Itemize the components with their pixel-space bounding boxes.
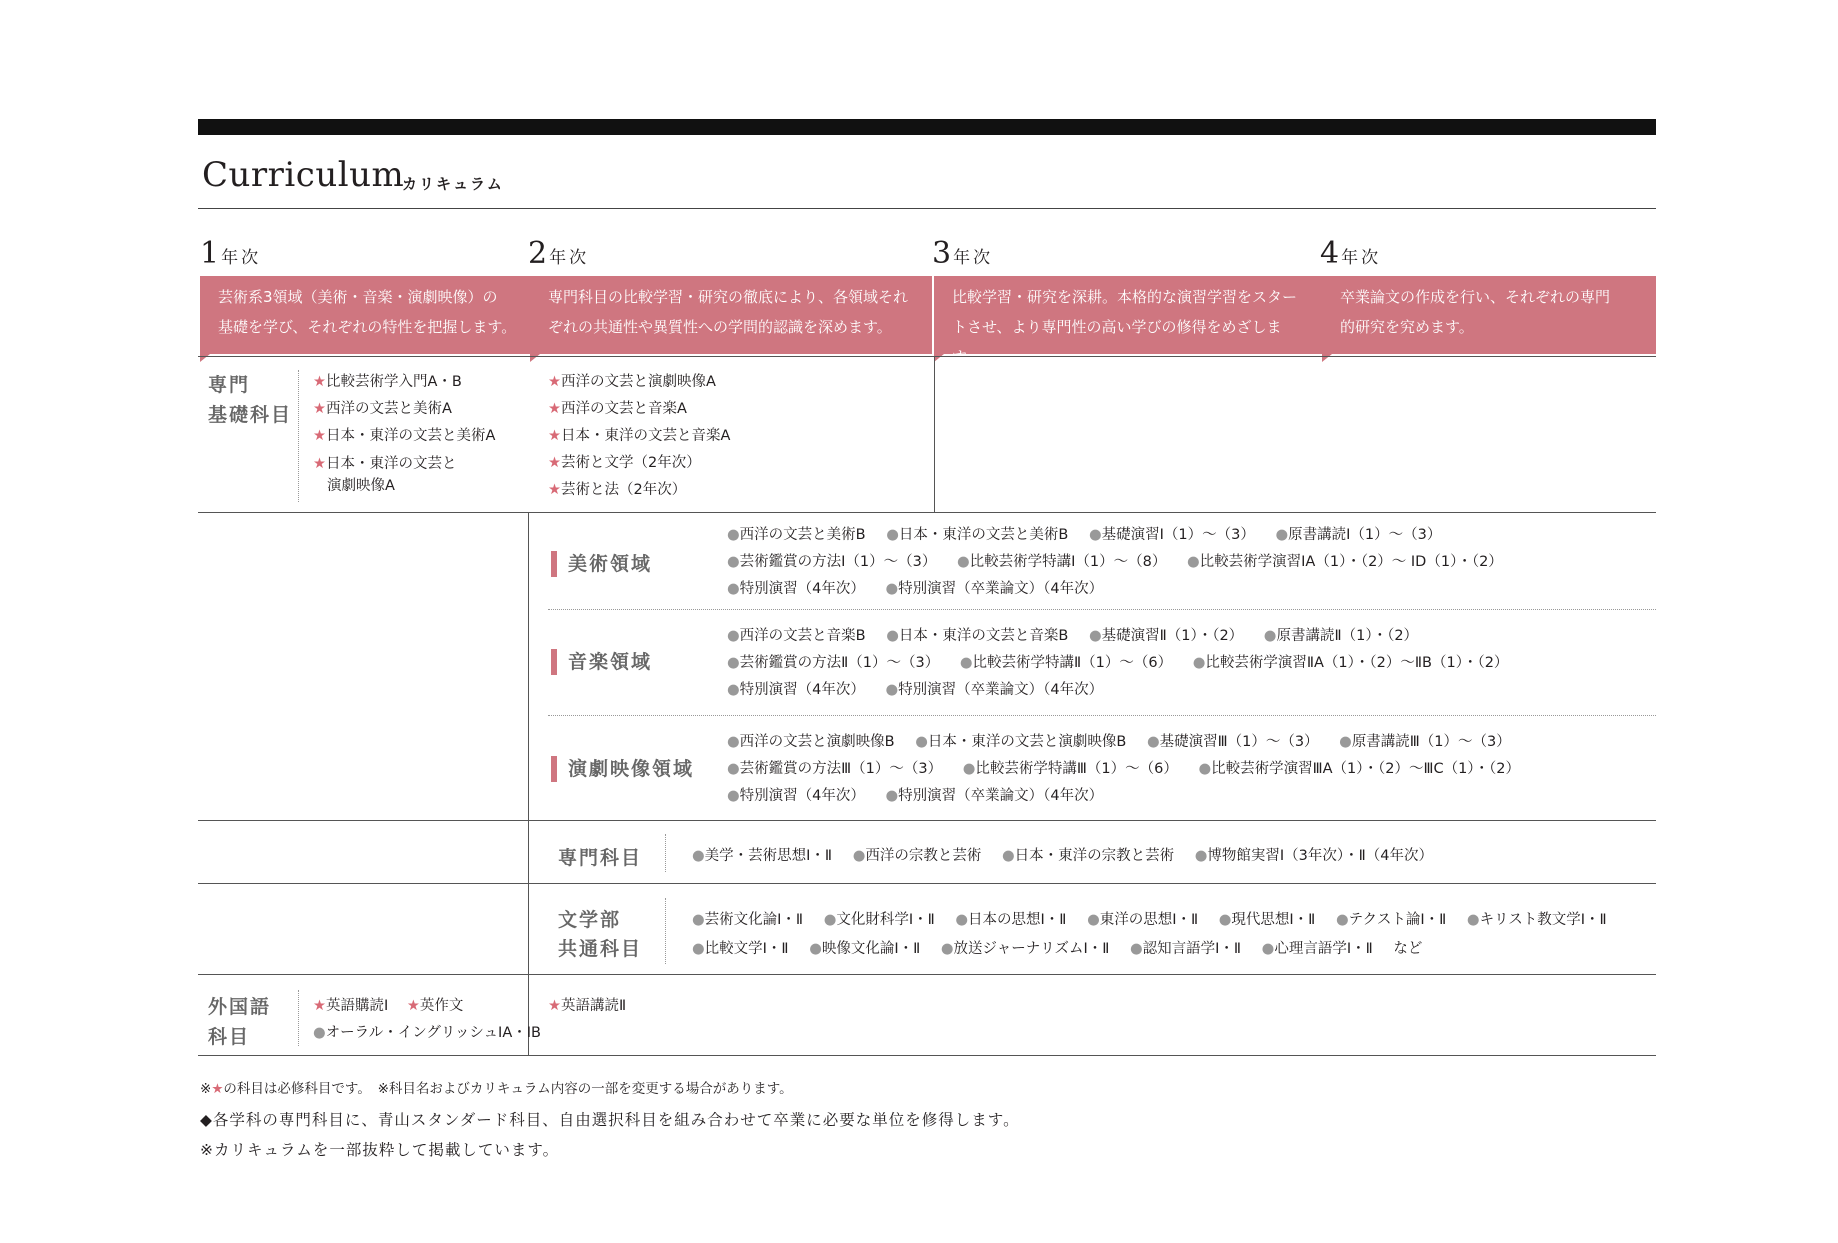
page-title: Curriculum <box>202 155 405 195</box>
bullet-icon: ● <box>727 655 740 671</box>
bullet-icon: ● <box>886 527 899 543</box>
list-item: 演劇映像A <box>327 478 395 494</box>
list-item: ●オーラル・イングリッシュⅠA・ⅠB <box>313 1025 541 1041</box>
course-line <box>692 906 1623 935</box>
bullet-icon: ● <box>962 761 976 777</box>
dotted-separator <box>665 898 666 964</box>
course-item: ●芸術鑑賞の方法Ⅰ（1）〜（3） <box>727 554 937 570</box>
course-item: ●比較芸術学演習ⅠA（1）・（2）〜 ⅠD（1）・（2） <box>1187 554 1503 570</box>
required-star-icon: ★ <box>313 998 326 1014</box>
bullet-icon: ● <box>1146 734 1160 750</box>
course-item: ●基礎演習Ⅱ（1）・（2） <box>1088 628 1244 644</box>
bullet-icon: ● <box>885 682 899 698</box>
course-item: ●基礎演習Ⅰ（1）〜（3） <box>1088 527 1255 543</box>
course-line <box>692 935 1623 964</box>
required-star-icon: ★ <box>406 998 420 1014</box>
bullet-icon: ● <box>957 554 970 570</box>
foreign-year2-list <box>548 993 626 1020</box>
bullet-icon: ● <box>852 848 866 864</box>
field-label-art: 美術領域 <box>568 553 653 575</box>
course-line <box>727 576 1519 603</box>
course-item: ●比較芸術学演習ⅡA（1）・（2）〜ⅡB（1）・（2） <box>1192 655 1509 671</box>
list-item: ★英語講読Ⅱ <box>548 998 627 1014</box>
field-label-music: 音楽領域 <box>568 651 653 673</box>
required-star-icon: ★ <box>548 455 561 471</box>
bullet-icon: ● <box>915 734 928 750</box>
foreign-year1-list <box>313 993 541 1047</box>
bullet-icon: ● <box>1339 734 1352 750</box>
required-star-icon: ★ <box>548 401 561 417</box>
list-item: ★西洋の文芸と演劇映像A <box>548 374 716 390</box>
course-line <box>727 522 1519 549</box>
foreign-language-label <box>208 992 271 1052</box>
list-item: ★日本・東洋の文芸と <box>313 456 457 472</box>
field-art-courses <box>727 522 1519 603</box>
year-heading-3 <box>932 236 993 271</box>
year-suffix: 年次 <box>221 248 262 268</box>
required-star-icon: ★ <box>313 374 326 390</box>
course-item: ●芸術鑑賞の方法Ⅲ（1）〜（3） <box>727 761 943 777</box>
bullet-icon: ● <box>1001 848 1015 864</box>
required-star-icon: ★ <box>548 428 561 444</box>
label-line: 外国語 <box>208 996 272 1018</box>
bullet-icon: ● <box>1194 848 1208 864</box>
specialized-courses <box>692 843 1449 870</box>
label-line: 文学部 <box>558 909 622 931</box>
course-item: ●日本の思想Ⅰ・Ⅱ <box>955 912 1067 928</box>
bullet-icon: ● <box>727 761 740 777</box>
year-number: 4 <box>1320 236 1340 271</box>
description-line: ぞれの共通性や異質性への学問的認識を深めます。 <box>548 318 892 336</box>
field-marker <box>551 756 557 782</box>
label-line: 科目 <box>208 1026 251 1048</box>
course-item: ●芸術文化論Ⅰ・Ⅱ <box>692 912 804 928</box>
course-item: ●比較芸術学特講Ⅱ（1）〜（6） <box>959 655 1173 671</box>
bullet-icon: ● <box>1275 527 1289 543</box>
grid-line <box>934 356 935 512</box>
bullet-icon: ● <box>1088 628 1102 644</box>
note-required <box>200 1077 793 1097</box>
required-star-icon: ★ <box>313 428 326 444</box>
description-line: トさせ、より専門性の高い学びの修得をめざします。 <box>952 318 1282 366</box>
bullet-icon: ● <box>823 912 837 928</box>
required-star-icon: ★ <box>548 482 561 498</box>
bullet-icon: ● <box>1192 655 1206 671</box>
page-subtitle: カリキュラム <box>402 175 504 193</box>
note-text: の科目は必修科目です。 ※科目名およびカリキュラム内容の一部を変更する場合があります。 <box>223 1081 793 1097</box>
dotted-separator <box>665 834 666 872</box>
course-item: ●特別演習（4年次） <box>727 581 865 597</box>
required-star-icon: ★ <box>313 401 326 417</box>
label-line: 共通科目 <box>558 938 643 960</box>
course-item: ●特別演習（4年次） <box>727 788 865 804</box>
course-item: ●基礎演習Ⅲ（1）〜（3） <box>1146 734 1319 750</box>
bullet-icon: ● <box>727 628 740 644</box>
course-item: ●西洋の文芸と演劇映像B <box>727 734 895 750</box>
bullet-icon: ● <box>1088 527 1102 543</box>
bullet-icon: ● <box>809 941 822 957</box>
header-divider <box>198 208 1656 209</box>
bullet-icon: ● <box>1218 912 1232 928</box>
common-courses <box>692 906 1623 964</box>
required-star-icon: ★ <box>548 998 561 1014</box>
year-1-description <box>200 276 530 354</box>
course-item: ●現代思想Ⅰ・Ⅱ <box>1218 912 1316 928</box>
grid-line <box>198 512 1656 513</box>
list-item: ★日本・東洋の文芸と美術A <box>313 428 496 444</box>
note-credits: ◆各学科の専門科目に、青山スタンダード科目、自由選択科目を組み合わせて卒業に必要な単位を修得します。 <box>200 1111 1020 1129</box>
common-subjects-label <box>558 906 642 964</box>
course-item: ●日本・東洋の宗教と芸術 <box>1001 848 1175 864</box>
field-label-theatre: 演劇映像領域 <box>568 758 695 780</box>
course-item: ●日本・東洋の文芸と演劇映像B <box>915 734 1127 750</box>
bullet-icon: ● <box>955 912 969 928</box>
course-item: ●芸術鑑賞の方法Ⅱ（1）〜（3） <box>727 655 940 671</box>
list-item: ★比較芸術学入門A・B <box>313 374 462 390</box>
course-item: ●日本・東洋の文芸と音楽B <box>886 628 1069 644</box>
basic-subjects-label <box>208 370 292 430</box>
course-item: ●原書講読Ⅰ（1）〜（3） <box>1275 527 1442 543</box>
dotted-divider <box>548 715 1656 716</box>
course-item: ●特別演習（卒業論文）（4年次） <box>885 581 1104 597</box>
course-item: ●日本・東洋の文芸と美術B <box>886 527 1069 543</box>
grid-line <box>198 1055 1656 1056</box>
bullet-icon: ● <box>959 655 973 671</box>
grid-line <box>198 356 1656 357</box>
list-item: ★芸術と法（2年次） <box>548 482 687 498</box>
year-suffix: 年次 <box>1341 248 1382 268</box>
course-item: ●原書講読Ⅱ（1）・（2） <box>1263 628 1419 644</box>
course-item: ●特別演習（4年次） <box>727 682 865 698</box>
label-line: 専門 <box>208 374 251 396</box>
dotted-divider <box>548 609 1656 610</box>
course-line <box>727 783 1536 810</box>
bullet-icon: ● <box>1198 761 1212 777</box>
course-item: ●認知言語学Ⅰ・Ⅱ <box>1129 941 1242 957</box>
list-item: ★日本・東洋の文芸と音楽A <box>548 428 731 444</box>
bullet-icon: ● <box>692 941 705 957</box>
course-item: ●比較芸術学特講Ⅰ（1）〜（8） <box>957 554 1167 570</box>
field-theatre-courses <box>727 729 1536 810</box>
description-line: 芸術系3領域（美術・音楽・演劇映像）の <box>218 288 498 306</box>
course-item: ●放送ジャーナリズムⅠ・Ⅱ <box>940 941 1110 957</box>
field-music-courses <box>727 623 1524 704</box>
note-mark: ※ <box>200 1081 212 1097</box>
year-number: 1 <box>200 236 220 271</box>
year-suffix: 年次 <box>549 248 590 268</box>
bullet-icon: ● <box>727 734 740 750</box>
grid-line <box>198 974 1656 975</box>
year-3-description <box>934 276 1322 366</box>
list-item: ★英語購読Ⅰ ★英作文 <box>313 998 464 1014</box>
specialized-subjects-label: 専門科目 <box>558 847 643 869</box>
bullet-icon: ● <box>1263 628 1277 644</box>
year-4-description <box>1322 276 1656 354</box>
description-line: 的研究を究めます。 <box>1340 318 1474 336</box>
year-heading-1 <box>200 236 261 271</box>
description-line: 基礎を学び、それぞれの特性を把握します。 <box>218 318 517 336</box>
bullet-icon: ● <box>727 554 740 570</box>
course-item: ●映像文化論Ⅰ・Ⅱ <box>809 941 921 957</box>
course-item: ●比較芸術学特講Ⅲ（1）〜（6） <box>962 761 1178 777</box>
year-heading-2 <box>528 236 589 271</box>
bullet-icon: ● <box>885 788 899 804</box>
year-suffix: 年次 <box>953 248 994 268</box>
field-marker <box>551 551 557 577</box>
bullet-icon: ● <box>313 1025 326 1041</box>
basic-year1-list <box>313 369 495 497</box>
bullet-icon: ● <box>727 581 740 597</box>
required-star-icon: ★ <box>548 374 561 390</box>
bullet-icon: ● <box>727 527 740 543</box>
course-line <box>727 677 1524 704</box>
bullet-icon: ● <box>692 912 705 928</box>
top-bar <box>198 119 1656 135</box>
bullet-icon: ● <box>727 788 740 804</box>
course-line <box>727 623 1524 650</box>
course-item: ●心理言語学Ⅰ・Ⅱ <box>1261 941 1373 957</box>
dotted-separator <box>298 990 299 1046</box>
course-item: ●東洋の思想Ⅰ・Ⅱ <box>1087 912 1199 928</box>
list-item: ★西洋の文芸と美術A <box>313 401 452 417</box>
year-heading-4 <box>1320 236 1381 271</box>
course-etc: など <box>1393 941 1423 957</box>
course-item: ●文化財科学Ⅰ・Ⅱ <box>823 912 935 928</box>
course-line <box>727 650 1524 677</box>
course-item: ●美学・芸術思想Ⅰ・Ⅱ <box>692 848 833 864</box>
list-item: ★西洋の文芸と音楽A <box>548 401 687 417</box>
bullet-icon: ● <box>1261 941 1275 957</box>
course-item: ●西洋の文芸と音楽B <box>727 628 866 644</box>
description-line: 比較学習・研究を深耕。本格的な演習学習をスター <box>952 288 1298 306</box>
course-item: ●比較芸術学演習ⅢA（1）・（2）〜ⅢC（1）・（2） <box>1198 761 1521 777</box>
note-excerpt: ※カリキュラムを一部抜粋して掲載しています。 <box>200 1141 560 1159</box>
description-line: 専門科目の比較学習・研究の徹底により、各領域それ <box>548 288 909 306</box>
year-number: 2 <box>528 236 548 271</box>
label-line: 基礎科目 <box>208 404 293 426</box>
grid-line <box>198 883 1656 884</box>
course-item: ●西洋の文芸と美術B <box>727 527 866 543</box>
year-2-description <box>530 276 932 354</box>
course-item: ●博物館実習Ⅰ（3年次）・Ⅱ（4年次） <box>1194 848 1433 864</box>
course-line <box>727 549 1519 576</box>
grid-line <box>198 820 1656 821</box>
description-line: 卒業論文の作成を行い、それぞれの専門 <box>1340 288 1611 306</box>
bullet-icon: ● <box>727 682 740 698</box>
bullet-icon: ● <box>692 848 705 864</box>
course-item: ●原書講読Ⅲ（1）〜（3） <box>1339 734 1511 750</box>
course-item: ●比較文学Ⅰ・Ⅱ <box>692 941 789 957</box>
field-marker <box>551 649 557 675</box>
bullet-icon: ● <box>940 941 954 957</box>
course-item: ●特別演習（卒業論文）（4年次） <box>885 682 1104 698</box>
course-item: ●キリスト教文学Ⅰ・Ⅱ <box>1466 912 1607 928</box>
course-line <box>727 756 1536 783</box>
dotted-separator <box>298 370 299 502</box>
basic-year2-list <box>548 369 730 504</box>
bullet-icon: ● <box>1087 912 1100 928</box>
bullet-icon: ● <box>885 581 899 597</box>
bullet-icon: ● <box>1466 912 1480 928</box>
bullet-icon: ● <box>1187 554 1200 570</box>
course-item: ●テクスト論Ⅰ・Ⅱ <box>1335 912 1447 928</box>
course-item: ●西洋の宗教と芸術 <box>852 848 982 864</box>
bullet-icon: ● <box>1129 941 1143 957</box>
list-item: ★芸術と文学（2年次） <box>548 455 701 471</box>
course-line <box>727 729 1536 756</box>
course-item: ●特別演習（卒業論文）（4年次） <box>885 788 1104 804</box>
bullet-icon: ● <box>1335 912 1349 928</box>
required-star-icon: ★ <box>313 456 326 472</box>
required-star-icon: ★ <box>211 1081 224 1097</box>
year-number: 3 <box>932 236 952 271</box>
bullet-icon: ● <box>886 628 899 644</box>
